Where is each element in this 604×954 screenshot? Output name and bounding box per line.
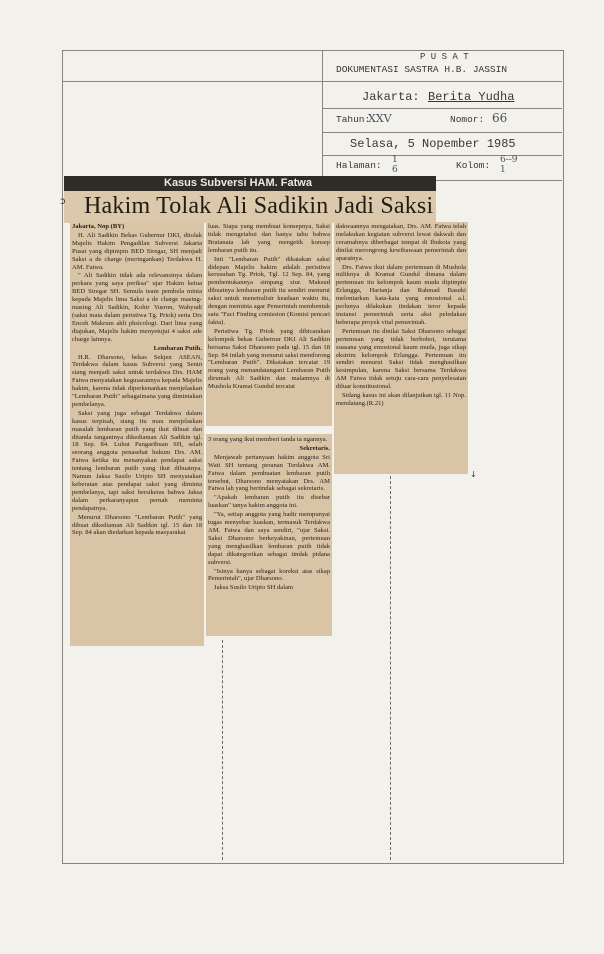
number-label: Nomor: [450,114,485,125]
paragraph: Sidang kasus ini akan dilanjutkan tgl. 11 Nop. mendatang.(R.21) [336,392,466,407]
column-guide-line [222,640,223,860]
paragraph: Peristiwa Tg. Priok yang dibicarakan kelompok bekas Gubernur DKI Ali Sadikin bersama Saksi Dharsono pada tgl. 15 dan 18 Sep. 84 inilah yang menurut saksi mendorong "Lembaran Putih". Dikatakan tercatat 19 orang yang menandatangani Lembaran Putih dirumah Ali Sadikin dan malamnya di Mushola Kramat Gundul tercatat [208,327,330,391]
column-label: Kolom: [456,160,491,171]
paragraph: luas. Siapa yang membuat konsepnya, Saksi tidak mengetahui dan hanya tahu bahwa Bratanata lah yang mengetik konsep lembaran putih itu. [208,223,330,254]
subheading: Sekretaris. [299,444,330,452]
paragraph: Drs. Fatwa ikut dalam pertemuan di Mushola miliknya di Kramat Gundul dimana dalam pertemuan itu kelompok kaum muda dipimpin Erlangga, Harianja dan Rahmad Basuki melontarkan kata-kata yang emosional a.l. perlunya dilakukan tindakan teror kepada instansi pemerintah serta aksi peledakan beberapa proyek vital pemerintah. [336,263,466,326]
newspaper-source: Berita Yudha [428,90,515,104]
paragraph: Pertemuan itu dinilai Saksi Dharsono sebagai pertemuan yang tidak berbobot, terutama suasana yang emosional kaum muda, juga sikap ekstrim kelompok Erlangga. Pertemuan itu sendiri menurut Saksi tidak menghasilkan kesimpulan, karena Saksi bersama Terdakwa AM Fatwa tidak setuju cara-cara penyelesaian diluar konstitusional. [336,327,466,391]
column-guide-line [390,476,391,860]
article-headline: Hakim Tolak Ali Sadikin Jadi Saksi [84,193,434,219]
subheading: Lembaran Putih. [153,344,202,352]
paragraph: 3 orang yang ikut memberi tanda ta ngannya. [208,436,328,443]
article-kicker: Kasus Subversi HAM. Fatwa [164,177,312,189]
dateline: Jakarta, Nop (BY) [72,223,125,230]
article-column-2b [208,436,330,634]
paragraph: Jaksa Susilo Uripto SH dalam [214,584,294,592]
clip-edge-mark: ↓ [470,470,477,479]
paragraph: "Apakah lembaran putih itu disebar luaskan" tanya hakim anggota ini. [208,494,330,510]
publication-date: Selasa, 5 Nopember 1985 [350,137,516,151]
paragraph: Menurut Dharsono "Lembaran Putih" yang dibuat dikediaman Ali Sadikin tgl. 15 dan 18 Sep. 84 akan diedarkan kepada masyarakat [72,513,202,537]
column-value: 6--9 1 [500,155,518,175]
header-rule [62,81,562,82]
page-value: 1 6 [392,155,398,175]
paragraph: Saksi yang juga sebagai Terdakwa dalam kasus terpisah, siang itu mau menjelaskan masalah lembaran putih yang ikut dibuat dan ditanda tanganinya dikediaman Ali Sadikin tgl. 18 Sep. 84. Luhut Pangaribuan SH, selah seorang anggota penasehat hukum Drs. AM. Fatwa ketika itu menanyakan pendapat saksi tentang lembaran putih yang ikut dibuatnya. Namun Jaksa Susilo Uripto SH menyatakan keberatan atas pendapat saksi yang diminta pembelanya, tapi saksi bersikeras bahwa Jaksa dalam perkaranyapun pernah meminta pendapatnya. [72,409,202,512]
article-headline-block [64,191,436,223]
paragraph: "Isinya hanya sebagai koreksi atas sikap Pemerintah", ujar Dharsono. [208,567,330,583]
paragraph: "Ya, setiap anggota yang hadir mempunyai tugas menyebar luaskan, termasuk Terdakwa AM. Fatwa dan saya sendiri, "ujar Saksi. Saksi Dharsono berkeyakinan, pertemuan yang menghasilkan lembaran putih tidak dapat dikategorikan sebagai tindak pidana subversi. [208,511,330,566]
header-divider [322,50,323,182]
paragraph: Inti "Lembaran Putih" dikatakan saksi didepan Majelis hakim adalah peristiwa kerusuhan Tg. Priok, Tgl. 12 Sep. 84, yang pembentukannya simpang siur. Maksud dibuatnya lembaran putih itu sendiri menurut saksi untuk menetralisir keadaan waktu itu, dengan meminta agar Pemerintah membentuk satu "Fact Finding comission (Komisi pencari fakta). [208,255,330,326]
city-label: Jakarta: [362,90,420,104]
number-value: 66 [492,111,508,125]
header-rule [322,108,562,109]
header-rule [322,155,562,156]
page-label: Halaman: [336,160,382,171]
paragraph: dakwaannya mengatakan, Drs. AM. Fatwa telah melakukan kegiatan subversi lewat dakwah dan ceramahnya diberbagai tempat di Ibukota yang dinilai merongrong kewibawaan pemerintah dan aparatnya. [336,223,466,262]
clip-edge-mark: ɔ [60,196,66,207]
paragraph: H.R. Dharsono, bekas Sekjen ASEAN, Terdakwa dalam kasus Subversi yang Senin siang menjadi saksi untuk terdakwa Drs. HAM Fatwa menyatakan kegusarannya kepada Majelis hakim, karena tidak diperkenankan menjelaskan "Lembaran Putih" sebagaimana yang dimintakan pembelanya. [72,353,202,408]
year-label: Tahun: [336,114,371,125]
paragraph: " Ali Sadikin tidak ada relevansinya dalam perkara yang saya periksa" ujar Hakim ketua BED Siregar SH. Semula team pembela minta kepada Majelis lima Saksi a de charge masing-masing Ali Sadikin, Kohir Yusron, Wahyudi (saksi mata dalam peristiwa Tg. Priok) serta Drs Enceh Makrum ahli phsicologi. Dari lima yang diajukan, Majelis hakim menyetujui 4 saksi ade charge lainnya. [72,272,202,343]
article-column-3 [336,223,466,473]
year-value: XXV [368,112,392,125]
header-rule [322,132,562,133]
article-column-1 [72,223,202,645]
archive-name-line2: DOKUMENTASI SASTRA H.B. JASSIN [336,64,508,75]
archive-name-line1: P U S A T [420,52,469,62]
article-kicker-bar [64,176,436,191]
article-column-2 [208,223,330,425]
paragraph: Menjawab pertanyaan hakim anggota Sri Wati SH tentang peranan Terdakwa AM. Fatwa dalam pembuatan lembaran putih tersebut, Dharsono menyatakan Drs. AM Fatwa lah yang bertindak sebagai sekretaris. [208,453,330,493]
paragraph: H. Ali Sadikin Bekas Gubernur DKI, ditolak Majelis Hakim Pengadilan Subversi Jakarta Pusat yang dipimpin BED Siregar, SH menjadi Saksi a de charge (meringankan) Terdakwa H. AM. Fatwa. [72,231,202,271]
